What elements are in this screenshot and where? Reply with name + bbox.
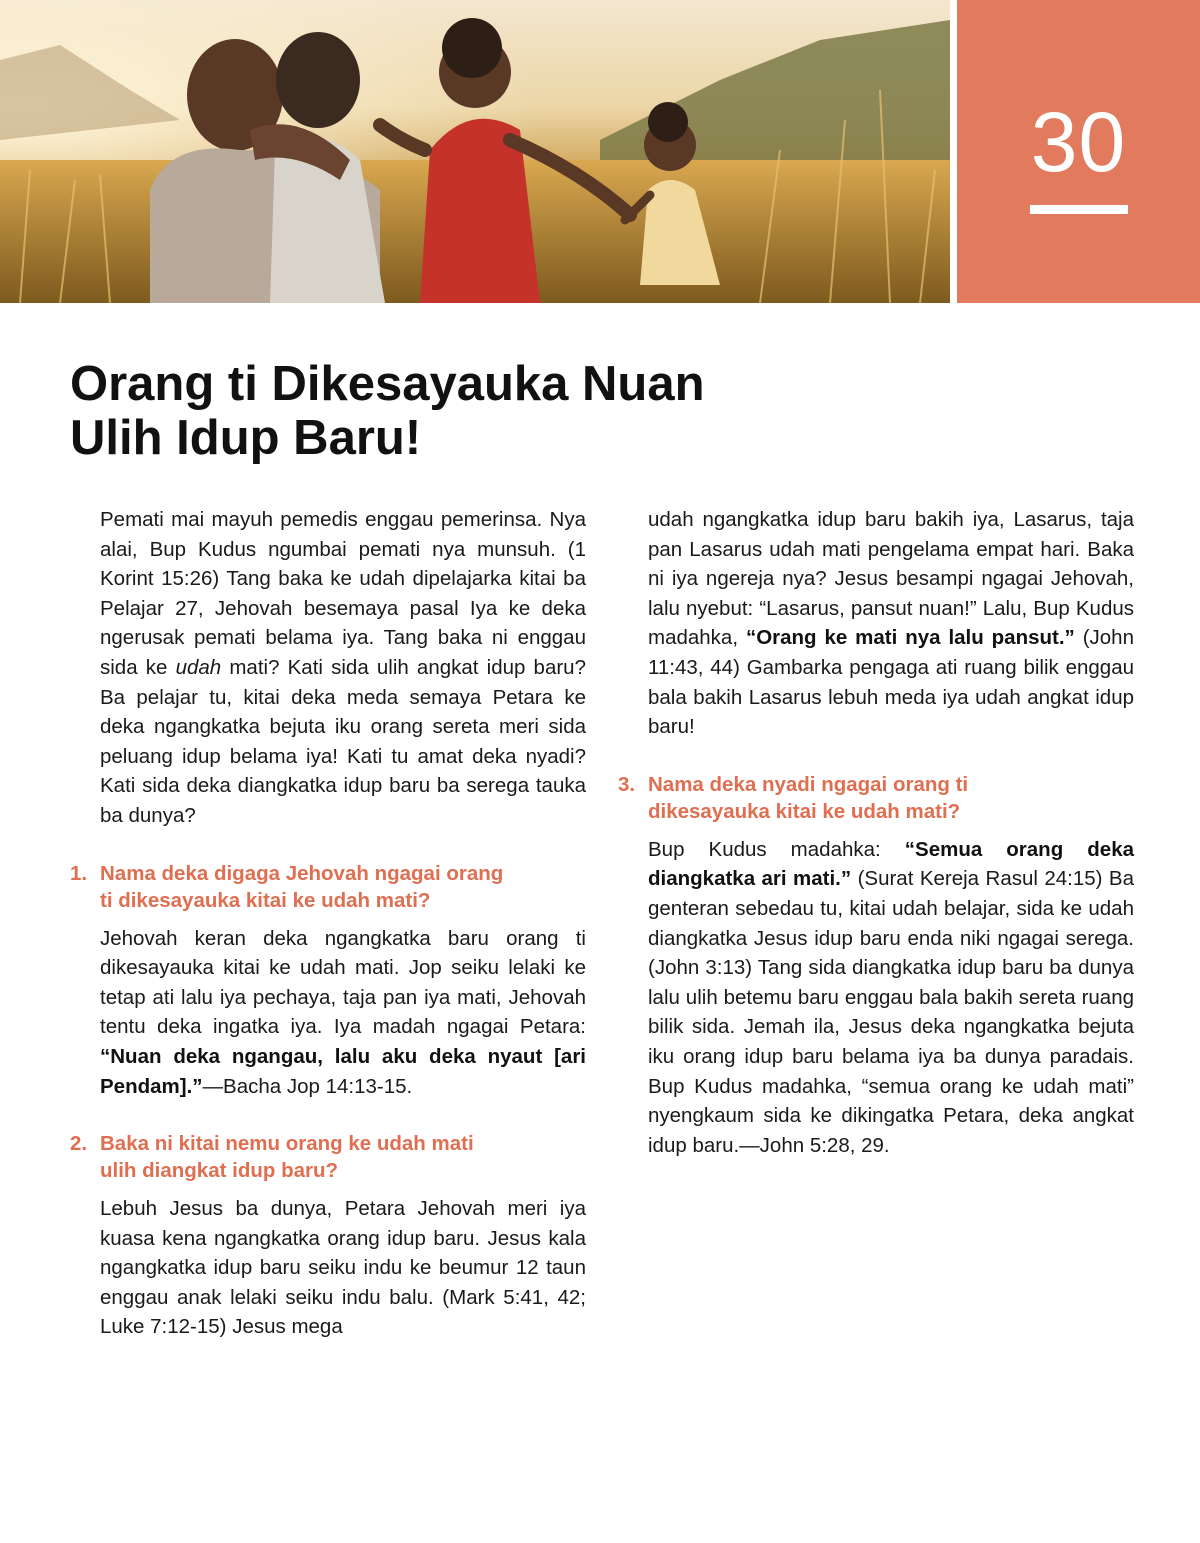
lesson-number: 30: [1030, 95, 1127, 189]
question-3-line-2: dikesayauka kitai ke udah mati?: [648, 799, 961, 823]
question-3-line-1: Nama deka nyadi ngagai orang ti: [648, 772, 969, 796]
family-photo-illustration: [0, 0, 950, 303]
title-line-1: Orang ti Dikesayauka Nuan: [70, 357, 705, 411]
answer-3-quote: “Semua orang deka diangkatka ari mati.”: [648, 837, 1134, 891]
intro-emphasis: udah: [175, 655, 222, 679]
answer-2-quote: “Orang ke mati nya lalu pansut.”: [745, 626, 1075, 650]
intro-text-1: Pemati mai mayuh pemedis enggau pemerinsa. Nya alai, Bup Kudus ngumbai pemati nya munsuh. (1 Korint 15:26) Tang baka ke udah dipelajarka kitai ba Pelajar 27, Jehovah besemaya pasal Iya ke deka ngerusak pemati belama iya. Tang baka ni enggau sida ke: [100, 508, 586, 679]
answer-3: [618, 835, 1134, 1161]
question-2-line-2: ulih diangkat idup baru?: [100, 1159, 339, 1183]
answer-1-text: Jehovah keran deka ngangkatka baru orang ti dikesayauka kitai ke udah mati. Jop seiku lelaki ke tetap ati lalu iya pechaya, taja pan iya mati, Jehovah tentu deka ingatka iya. Iya madah ngagai Petara:: [100, 926, 586, 1039]
answer-2-citation: (John 11:43, 44) Gambarka pengaga ati ruang bilik enggau bala bakih Lasarus lebuh meda iya udah angkat idup baru!: [648, 626, 1134, 739]
intro-text-2: mati? Kati sida ulih angkat idup baru? Ba pelajar tu, kitai deka meda semaya Petara ke deka ngangkatka bejuta iku orang sereta meri sida peluang idup belama iya! Kati tu amat deka nyadi? Kati sida deka diangkatka idup baru ba serega tauka ba dunya?: [100, 655, 586, 827]
question-1-line-2: ti dikesayauka kitai ke udah mati?: [100, 888, 431, 912]
question-2-line-1: Baka ni kitai nemu orang ke udah mati: [100, 1132, 474, 1156]
answer-2-part-2: [618, 505, 1134, 742]
question-3-number: 3.: [618, 772, 636, 796]
page-title: [70, 357, 890, 465]
answer-3-citation: (Surat Kereja Rasul 24:15) Ba genteran sebedau tu, kitai udah belajar, sida ke udah diangkatka Jesus idup baru enda niki ngagai serega. (John 3:13) Tang sida diangkatka idup baru ba dunya lalu ulih betemu baru enggau bala bakih sereta ruang bilik sida. Jemah ila, Jesus deka ngangkatka bejuta iku orang idup baru belama iya ba dunya paradais. Bup Kudus madahka, “semua orang ke udah mati” nyengkaum sida ke dikingatka Petara, deka angkat idup baru.—John 5:28, 29.: [648, 867, 1134, 1157]
answer-2-continued-text: udah ngangkatka idup baru bakih iya, Lasarus, taja pan Lasarus udah mati pengelama empat hari. Baka ni iya ngereja nya? Jesus besampi ngagai Jehovah, lalu nyebut: “Lasarus, pansut nuan!” Lalu, Bup Kudus madahka,: [648, 508, 1134, 650]
badge-underline: [1030, 205, 1128, 214]
question-3: [618, 771, 1134, 825]
answer-2-text: Lebuh Jesus ba dunya, Petara Jehovah meri iya kuasa kena ngangkatka orang idup baru. Jesus kala ngangkatka idup baru seiku indu ke beumur 12 taun enggau anak lelaki seiku indu balu. (Mark 5:41, 42; Luke 7:12-15) Jesus mega: [100, 1197, 586, 1339]
question-1-number: 1.: [70, 861, 88, 885]
answer-1-quote: “Nuan deka ngangau, lalu aku deka nyaut [ari Pendam].”: [100, 1044, 586, 1098]
right-column: [618, 505, 1134, 1160]
left-column: [70, 505, 586, 1342]
question-1: [70, 860, 586, 914]
question-2: [70, 1130, 586, 1184]
answer-3-text: Bup Kudus madahka:: [648, 837, 905, 861]
header-photo: [0, 0, 950, 303]
title-line-2: Ulih Idup Baru!: [70, 411, 422, 465]
intro-paragraph: [70, 505, 586, 831]
question-1-line-1: Nama deka digaga Jehovah ngagai orang: [100, 861, 504, 885]
answer-2-part-1: [70, 1194, 586, 1342]
answer-1-citation: —Bacha Jop 14:13-15.: [202, 1074, 413, 1098]
answer-1: [70, 924, 586, 1102]
question-2-number: 2.: [70, 1132, 88, 1156]
lesson-number-badge: [957, 0, 1200, 303]
